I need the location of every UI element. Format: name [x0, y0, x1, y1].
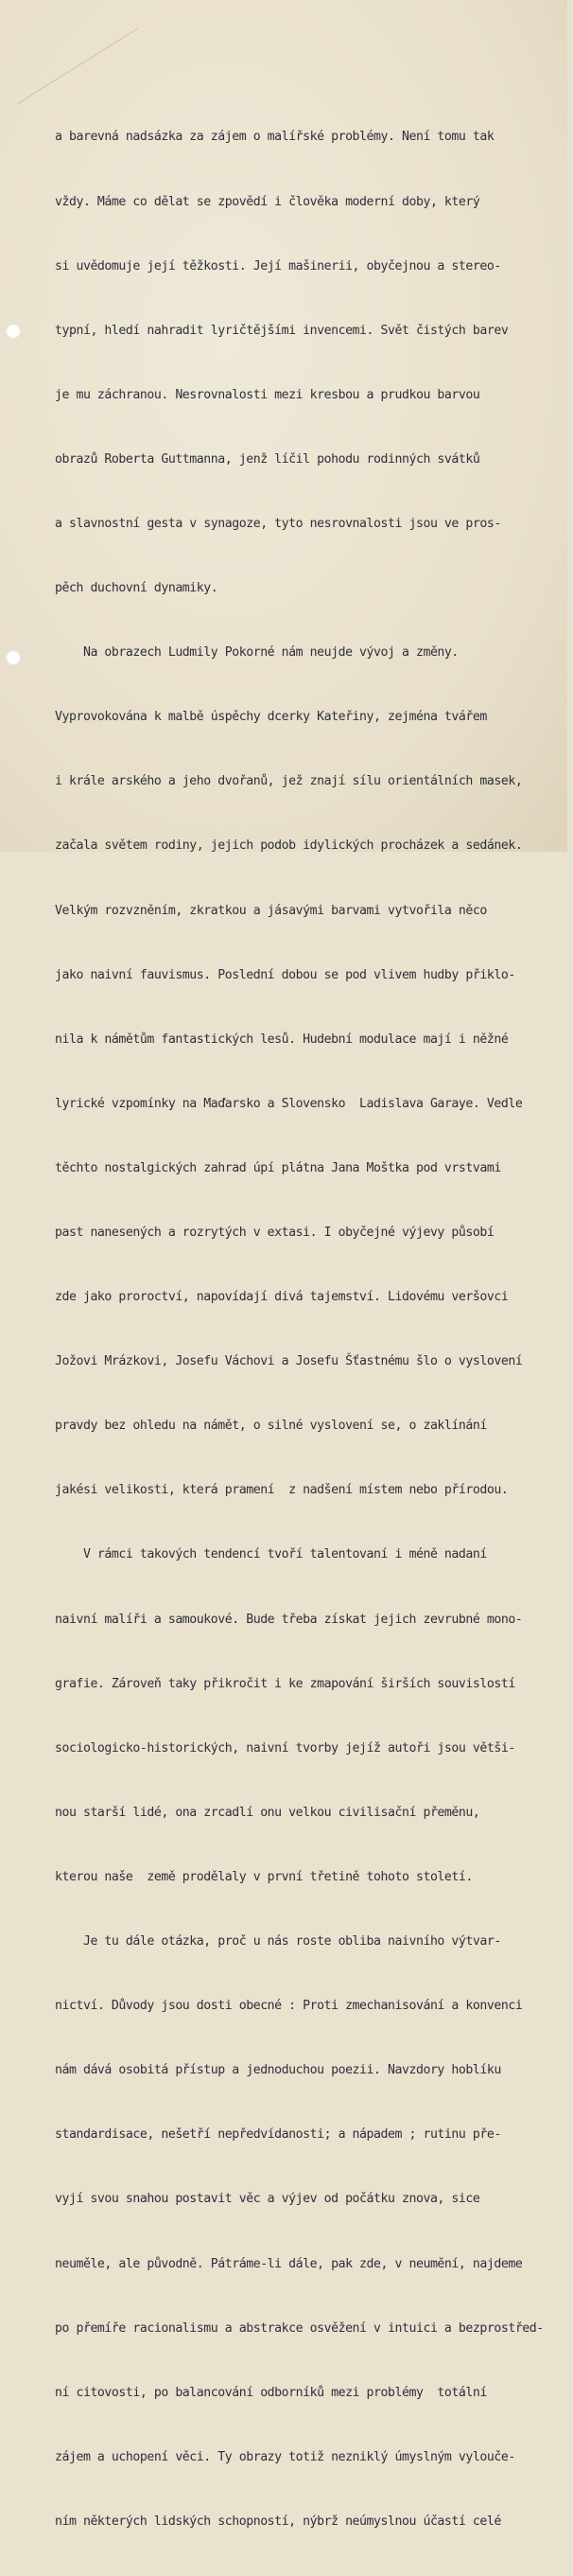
punch-hole	[6, 650, 21, 665]
text-line: nám dává osobitá přístup a jednoduchou poezii. Navzdory hoblíku	[55, 2063, 501, 2078]
text-line: nila k námětům fantastických lesů. Hudební modulace mají i něžné	[55, 1032, 509, 1047]
text-line: Vyprovokována k malbě úspěchy dcerky Kateřiny, zejména tvářem	[55, 710, 487, 725]
text-line: si uvědomuje její těžkosti. Její mašinerii, obyčejnou a stereo-	[55, 258, 501, 273]
text-line: vyjí svou snahou postavit věc a výjev od počátku znova, sice	[55, 2192, 480, 2207]
text-line: jako naivní fauvismus. Poslední dobou se pod vlivem hudby přiklo-	[55, 967, 515, 982]
text-line: nou starší lidé, ona zrcadlí onu velkou civilisační přeměnu,	[55, 1805, 480, 1820]
text-line: sociologicko-historických, naivní tvorby jejíž autoři jsou větši-	[55, 1740, 515, 1756]
text-line: pěch duchovní dynamiky.	[55, 581, 218, 596]
text-line: ní citovosti, po balancování odborníků mezi problémy totální	[55, 2385, 487, 2400]
text-line: kterou naše země prodělaly v první třetině tohoto století.	[55, 1869, 473, 1884]
text-line: lyrické vzpomínky na Maďarsko a Slovensko Ladislava Garaye. Vedle	[55, 1096, 523, 1111]
text-line: těchto nostalgických zahrad úpí plátna Jana Moštka pod vrstvami	[55, 1160, 501, 1175]
text-line: a barevná nadsázka za zájem o malířské problémy. Není tomu tak	[55, 130, 495, 145]
text-line: past nanesených a rozrytých v extasi. I obyčejné výjevy působí	[55, 1226, 495, 1240]
text-line: po přemíře racionalismu a abstrakce osvěžení v intuici a bezprostřed-	[55, 2320, 544, 2336]
text-line: i krále arského a jeho dvořanů, jež znají sílu orientálních masek,	[55, 774, 523, 789]
text-line: Je tu dále otázka, proč u nás roste obliba naivního výtvar-	[55, 1934, 501, 1950]
text-line: Jožovi Mrázkovi, Josefu Váchovi a Josefu Šťastnému šlo o vyslovení	[55, 1354, 523, 1369]
text-line: standardisace, nešetří nepředvídanosti; a nápadem ; rutinu pře-	[55, 2127, 501, 2143]
text-line: je mu záchranou. Nesrovnalosti mezi kresbou a prudkou barvou	[55, 387, 480, 402]
text-line: a slavnostní gesta v synagoze, tyto nesrovnalosti jsou ve pros-	[55, 516, 501, 531]
text-line: neuměle, ale původně. Pátráme-li dále, pak zde, v neumění, najdeme	[55, 2256, 523, 2271]
text-line: nictví. Důvody jsou dosti obecné : Proti zmechanisování a konvenci	[55, 1999, 523, 2014]
text-line: naivní malíři a samoukové. Bude třeba získat jejich zevrubné mono-	[55, 1612, 523, 1627]
text-line: pravdy bez ohledu na námět, o silné vyslovení se, o zaklínání	[55, 1419, 487, 1434]
text-line: Na obrazech Ludmily Pokorné nám neujde vývoj a změny.	[55, 645, 459, 661]
text-line: grafie. Zároveň taky přikročit i ke zmapování širších souvislostí	[55, 1676, 515, 1691]
text-line: vždy. Máme co dělat se zpovědí i člověka moderní doby, který	[55, 194, 480, 209]
text-line: zájem a uchopení věci. Ty obrazy totiž nezniklý úmyslným vylouče-	[55, 2449, 515, 2464]
text-line: jakési velikosti, která pramení z nadšení místem nebo přírodou.	[55, 1483, 509, 1498]
text-line: Velkým rozvzněním, zkratkou a jásavými barvami vytvořila něco	[55, 903, 487, 918]
text-line: V rámci takových tendencí tvoří talentovaní i méně nadaní	[55, 1547, 487, 1562]
text-line: obrazů Roberta Guttmanna, jenž líčil pohodu rodinných svátků	[55, 451, 480, 467]
typewritten-text	[55, 84, 573, 2576]
punch-hole	[6, 324, 21, 339]
text-line: zde jako proroctví, napovídají divá tajemství. Lidovému veršovci	[55, 1290, 509, 1305]
text-line: typní, hledí nahradit lyričtějšími invencemi. Svět čistých barev	[55, 323, 509, 338]
text-line: ním některých lidských schopností, nýbrž neúmyslnou účastí celé	[55, 2514, 501, 2529]
text-line: začala světem rodiny, jejich podob idylických procházek a sedánek.	[55, 838, 523, 854]
